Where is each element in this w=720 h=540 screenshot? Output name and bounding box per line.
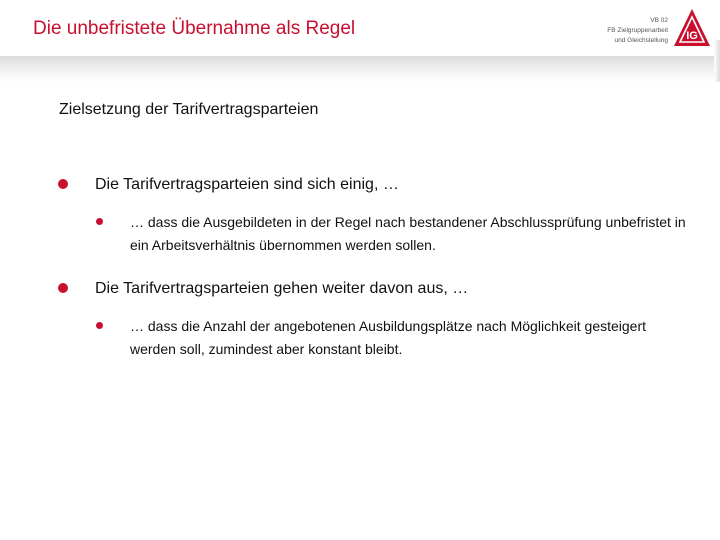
sub-bullet-text: … dass die Ausgebildeten in der Regel nach bestandener Abschlussprüfung unbefristet in ein Arbeitsverhältnis übernommen werden sollen. — [130, 214, 686, 253]
header-shadow — [0, 56, 720, 82]
org-line-1: VB 02 — [650, 17, 668, 24]
slide-title: Die unbefristete Übernahme als Regel — [33, 18, 356, 39]
org-line-2: FB Zielgruppenarbeit — [607, 27, 668, 34]
bullet-text: Die Tarifvertragsparteien sind sich einig, … — [95, 176, 399, 193]
bullet-text: Die Tarifvertragsparteien gehen weiter davon aus, … — [95, 280, 469, 297]
svg-text:IG: IG — [686, 30, 698, 42]
bullet-dot — [58, 179, 68, 189]
bullet-dot — [58, 283, 68, 293]
header-shadow-right — [714, 40, 720, 82]
section-subtitle: Zielsetzung der Tarifvertragsparteien — [59, 101, 319, 118]
org-unit-text — [596, 16, 668, 46]
sub-bullet-dot — [96, 322, 103, 329]
ig-metall-logo-icon — [672, 8, 712, 50]
sub-bullet-dot — [96, 218, 103, 225]
sub-bullet-text: … dass die Anzahl der angebotenen Ausbildungsplätze nach Möglichkeit gesteigert werden soll, zumindest aber konstant bleibt. — [130, 318, 647, 357]
org-line-3: und Gleichstellung — [614, 37, 668, 44]
